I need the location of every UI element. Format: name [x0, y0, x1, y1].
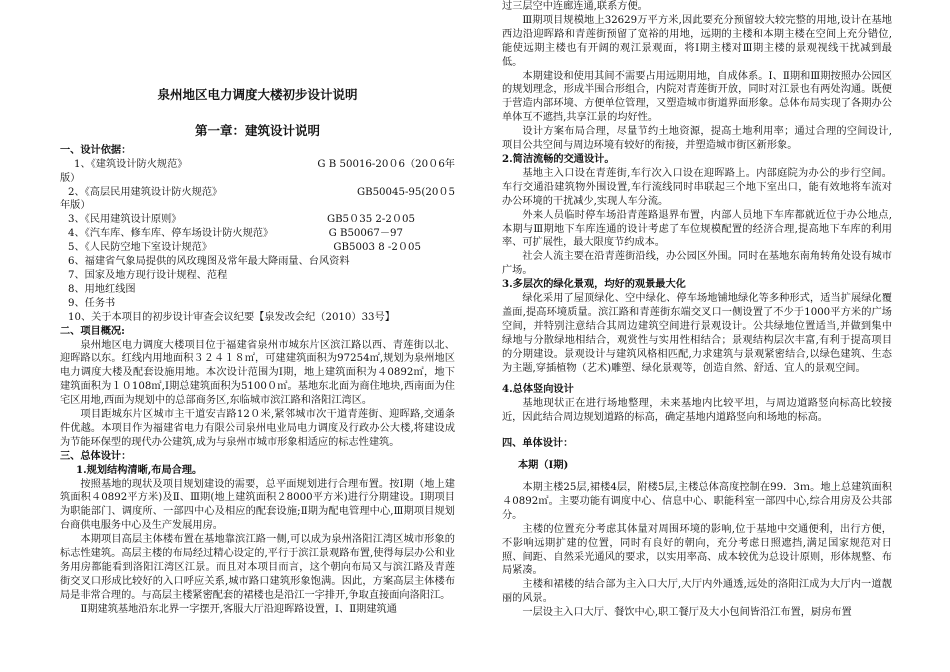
reference-item: 8、用地红线图	[68, 283, 136, 295]
paragraph: 主楼和裙楼的结合部为主入口大厅,大厅内外通透,远处的洛阳江成为大厅内一道靓丽的风景。	[502, 579, 892, 605]
spacer	[502, 425, 892, 437]
paragraph: 过三层空中连廊连通,联系方便。	[502, 1, 648, 12]
document-title: 泉州地区电力调度大楼初步设计说明	[157, 87, 358, 102]
reference-item: 3、《民用建筑设计原则》 GB5０35 2-2０05	[68, 214, 415, 226]
paragraph: 按照基地的现状及项目规划建设的需要，总平面规划进行合理布置。按Ⅰ期（地上建筑面积４0892平方米)及Ⅱ、Ⅲ期(地上建筑面积２8000平方米)进行分期建设。Ⅰ期项目为职能部门、调度所、一部四中心及相应的配套设施;Ⅱ期为配电管理中心,Ⅲ期项目规划台商供电服务中心及生产发展用房。	[60, 478, 455, 532]
reference-item: 版）	[60, 172, 81, 184]
right-column	[502, 0, 892, 620]
paragraph: 泉州地区电力调度大楼项目位于福建省泉州市城东片区滨江路以西、青莲街以北、迎晖路以东。红线内用地面积３２４１８㎡，可建建筑面积为97254㎡,规划为泉州地区电力调度大楼及配套设施用地。本次设计范围为Ⅰ期，地上建筑面积为４0892㎡，地下建筑面积为１０108㎡,Ⅰ期总建筑面积为5100０㎡。基地东北面为商住地块,西南面为住宅区用地,西面为规划中的总部商务区,东临城市滨江路和洛阳江湾区。	[60, 339, 455, 407]
reference-item: 5、《人民防空地下室设计规范》 GB5003 8 -2０05	[68, 242, 421, 254]
paragraph: 项目距城东片区城市主干道安吉路12０米,紧邻城市次干道青莲街、迎晖路,交通条件优越。本项目作为福建省电力有限公司泉州电业局电力调度及行政办公大楼,将建设成为节能环保型的现代办公建筑,成为与泉州市城市形象相适应的标志性建筑。	[60, 409, 455, 448]
paragraph: 本期项目高层主体楼布置在基地靠滨江路一侧,可以成为泉州洛阳江湾区城市形象的标志性建筑。高层主楼的布局经过精心设定的,平行于滨江景观路布置,使得每层办公和业务用房都能看到洛阳江湾区江景。而且对本项目而言，这个朝向布局又与滨江路及青莲街交叉口形成比较好的入口呼应关系,城市路口建筑形象饱满。因此，方案高层主体楼布局是非常合理的。与高层主楼紧密配套的裙楼也是沿江一字排开,争取直接面向洛阳江。	[60, 534, 455, 601]
paragraph: 本期建设和使用其间不需要占用远期用地，自成体系。Ⅰ、Ⅱ期和Ⅲ期按照办公园区的规划理念，形成半围合形组合，内院对青莲街开放，同时对江景也有两处沟通。既便于营造内部环境、方便单位管理，又塑造城市街道界面形象。总体布局实现了各期办公单体互不遮挡,共享江景的均好性。	[502, 70, 892, 124]
chapter-title: 第一章：建筑设计说明	[194, 122, 320, 138]
reference-item: 2、《高层民用建筑设计防火规范》 GB50045-95(20０5	[68, 186, 455, 198]
left-column	[60, 0, 455, 617]
reference-list	[60, 158, 455, 325]
reference-item: 6、福建省气象局提供的风玫瑰图及常年最大降雨量、台风资料	[68, 256, 350, 268]
reference-item: 4、《汽车库、修车库、停车场设计防火规范》 G B50067－97	[68, 228, 403, 240]
paragraph: 一层设主入口大厅、餐饮中心,职工餐厅及大小包间皆沿江布置，厨房布置	[522, 607, 852, 619]
paragraph: Ⅲ期项目规模地上32629万平方米,因此要充分预留较大较完整的用地,设计在基地西边沿迎晖路和青莲街预留了宽裕的用地，远期的主楼和本期主楼在空间上充分错位,能使远期主楼也有开阔的观江景观面，将Ⅰ期主楼对Ⅲ期主楼的景观视线干扰减到最低。	[502, 14, 892, 68]
phase-heading: 本期（Ⅰ期)	[518, 459, 569, 472]
subsection-heading: 4.总体竖向设计	[502, 383, 574, 396]
paragraph: 设计方案布局合理，尽量节约土地资源，提高土地利用率；通过合理的空间设计,项目公共空间与周边环境有较好的衔接，并塑造城市街区新形象。	[502, 126, 892, 152]
paragraph: 基地现状正在进行场地整理，未来基地内比较平坦，与周边道路竖向标高比较接近，因此结合周边规划道路的标高，确定基地内道路竖向和场地的标高。	[502, 398, 892, 424]
subsection-heading: 2.简洁流畅的交通设计。	[502, 152, 615, 165]
section-heading-overview: 二、项目概况:	[60, 324, 125, 337]
reference-item: 10、关于本项目的初步设计审查会议纪要【泉发改会纪（2010）33号】	[68, 311, 395, 323]
paragraph: 社会人流主要在沿青莲街沿线，办公园区外围。同时在基地东南角转角处设有城市广场。	[502, 251, 892, 277]
paragraph: 基地主入口设在青莲街,车行次入口设在迎晖路上。内部庭院为办公的步行空间。车行交通沿建筑物外围设置,车行流线同时串联起三个地下室出口，能有效地将车流对办公环境的干扰减少,实现人车分流。	[502, 167, 892, 207]
reference-item: 9、任务书	[68, 297, 116, 309]
subsection-heading: 3.多层次的绿化景观，均好的观景最大化	[502, 278, 686, 291]
section-heading-design-basis: 一、设计依据：	[60, 143, 132, 156]
paragraph: Ⅱ期建筑基地沿东北界一字摆开,客服大厅沿迎晖路设置，Ⅰ、Ⅱ期建筑通	[80, 603, 397, 615]
spacer	[502, 451, 892, 459]
section-heading-unit-design: 四、单体设计：	[502, 437, 574, 450]
spacer	[502, 473, 892, 481]
subsection-heading: 1.规划结构清晰,布局合理。	[76, 463, 203, 476]
reference-item: 年版）	[60, 200, 91, 212]
reference-item: 7、国家及地方现行设计规程、范程	[68, 269, 228, 281]
reference-item: 1、《建筑设计防火规范》 G B 50016-20０6（20０6年	[74, 158, 455, 170]
paragraph: 主楼的位置充分考虑其体量对周围环境的影响,位于基地中交通便利，出行方便，不影响远期扩建的位置，同时有良好的朝向，充分考虑日照遮挡,满足国家规范对日照、间距、自然采光通风的要求，以实用率高、成本较优为总设计原则，形体规整、布局紧凑。	[502, 523, 892, 577]
section-heading-overall-design: 三、总体设计：	[60, 449, 132, 462]
paragraph: 绿化采用了屋顶绿化、空中绿化、停车场地铺地绿化等多种形式，适当扩展绿化覆盖面,提高环境质量。滨江路和青莲街东端交叉口一侧设置了不少于1000平方米的广场空间，并特别注意结合其周边建筑空间进行景观设计。公共绿地位置适当,并做到集中绿地与分散绿地相结合，观赏性与实用性相结合；景观结构层次丰富,有利于提高项目的分期建设。景观设计与建筑风格相匹配,力求建筑与景观紧密结合,以绿色建筑、生态为主题,穿插植物（艺术)雕塑、绿化景观等，创造自然、舒适、宜人的景观空间。	[502, 293, 892, 374]
paragraph: 本期主楼25层,裙楼4层，附楼5层,主楼总体高度控制在99．3ｍ。地上总建筑面积４0892㎡。主要功能有调度中心、信息中心、职能科室一部四中心,综合用房及公共部分。	[502, 482, 892, 521]
paragraph: 外来人员临时停车场沿青莲路退界布置，内部人员地下车库都就近位于办公地点,本期与Ⅲ期地下车库连通的设计考虑了车位规模配置的经济合理,提高地下车库的利用率、可扩展性，最大限度节约成本。	[502, 209, 892, 249]
